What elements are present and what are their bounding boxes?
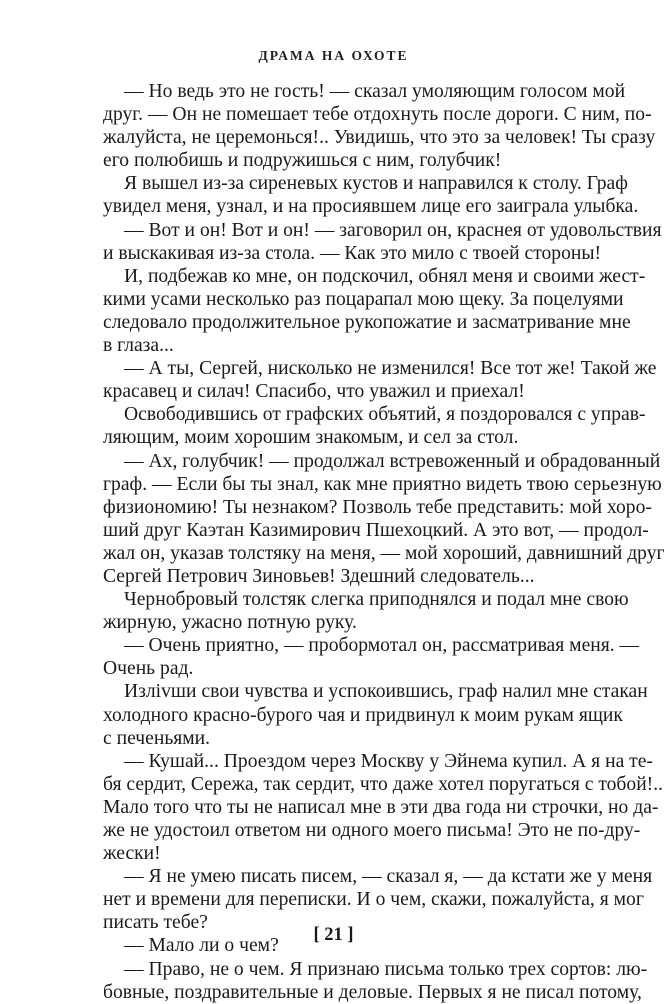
text-line: увидел меня, узнал, и на просиявшем лице его заиграла улыбка. — [103, 196, 639, 218]
text-line: Мало того что ты не написал мне в эти два года ни строчки, но да- — [103, 796, 659, 818]
text-line: ший друг Каэтан Казимирович Пшехоцкий. А это вот, — продол- — [103, 519, 649, 541]
running-title: ДРАМА НА ОХОТЕ — [258, 48, 409, 63]
text-line: жалуйста, не церемонься!.. Увидишь, что это за человек! Ты сразу — [103, 127, 656, 149]
text-line: Очень рад. — [103, 658, 194, 680]
text-line: граф. — Если бы ты знал, как мне приятно видеть твою серьезную — [103, 473, 662, 495]
text-line: — Очень приятно, — пробормотал он, рассматривая меня. — — [124, 635, 640, 657]
text-line: в глаза... — [103, 335, 174, 357]
text-line: следовало продолжительное рукопожатие и засматривание мне — [103, 311, 631, 333]
text-line: — А ты, Сергей, нисколько не изменился! Все тот же! Такой же — [124, 358, 657, 380]
text-line: — Мало ли о чем? — [124, 935, 279, 957]
text-line: же не удостоил ответом ни одного моего письма! Это не по-дру- — [103, 820, 641, 841]
text-line: — Но ведь это не гость! — сказал умоляющим голосом мой — [124, 81, 626, 102]
page-number: [ 21 ] — [313, 925, 354, 945]
text-line: жески! — [103, 843, 161, 865]
text-line: с печеньями. — [103, 727, 211, 749]
text-line: красавец и силач! Спасибо, что уважил и приехал! — [103, 381, 525, 403]
text-line: жал он, указав толстяку на меня, — мой хороший, давнишний друг — [103, 542, 665, 564]
text-line: — Ах, голубчик! — продолжал встревоженный и обрадованный — [124, 450, 661, 472]
text-line: и выскакивая из-за стола. — Как это мило с твоей стороны! — [103, 242, 602, 264]
text-line: Сергей Петрович Зиновьев! Здешний следователь... — [103, 565, 535, 587]
text-line: Излivши свои чувства и успокоившись, граф налил мне стакан — [124, 681, 648, 703]
text-line: бовные, поздравительные и деловые. Первых я не писал потому, — [103, 981, 642, 1003]
text-line: его полюбишь и подружишься с ним, голубчик! — [103, 150, 502, 172]
text-line: бя сердит, Сережа, так сердит, что даже хотел поругаться с тобой!.. — [103, 773, 663, 795]
text-line: — Я не умею писать писем, — сказал я, — да кстати же у меня — [124, 866, 653, 888]
text-line: кими усами несколько раз поцарапал мою щеку. За поцелуями — [103, 288, 624, 310]
text-line: нет и времени для переписки. И о чем, скажи, пожалуйста, я мог — [103, 889, 644, 911]
text-line: физиономию! Ты незнаком? Позволь тебе представить: мой хоро- — [103, 496, 652, 518]
text-line: Чернобровый толстяк слегка приподнялся и подал мне свою — [124, 589, 629, 611]
text-line: жирную, ужасно потную руку. — [103, 612, 357, 634]
text-line: — Кушай... Проездом через Москву у Эйнема купил. А я на те- — [124, 750, 653, 772]
text-line: И, подбежав ко мне, он подскочил, обнял меня и своими жест- — [124, 265, 646, 287]
text-line: холодного красно-бурого чая и придвинул к моим рукам ящик — [103, 704, 623, 726]
text-line: ляющим, моим хорошим знакомым, и сел за стол. — [103, 427, 519, 449]
text-line: Освободившись от графских объятий, я поздоровался с управ- — [124, 404, 646, 426]
text-line: писать тебе? — [103, 912, 208, 934]
body-text — [103, 80, 665, 1004]
text-line: — Право, не о чем. Я признаю письма только трех сортов: лю- — [124, 958, 648, 980]
text-line: — Вот и он! Вот и он! — заговорил он, краснея от удовольствия — [124, 219, 662, 241]
text-line: друг. — Он не помешает тебе отдохнуть после дороги. С ним, по- — [103, 104, 652, 126]
text-line: Я вышел из-за сиреневых кустов и направился к столу. Граф — [124, 173, 628, 195]
